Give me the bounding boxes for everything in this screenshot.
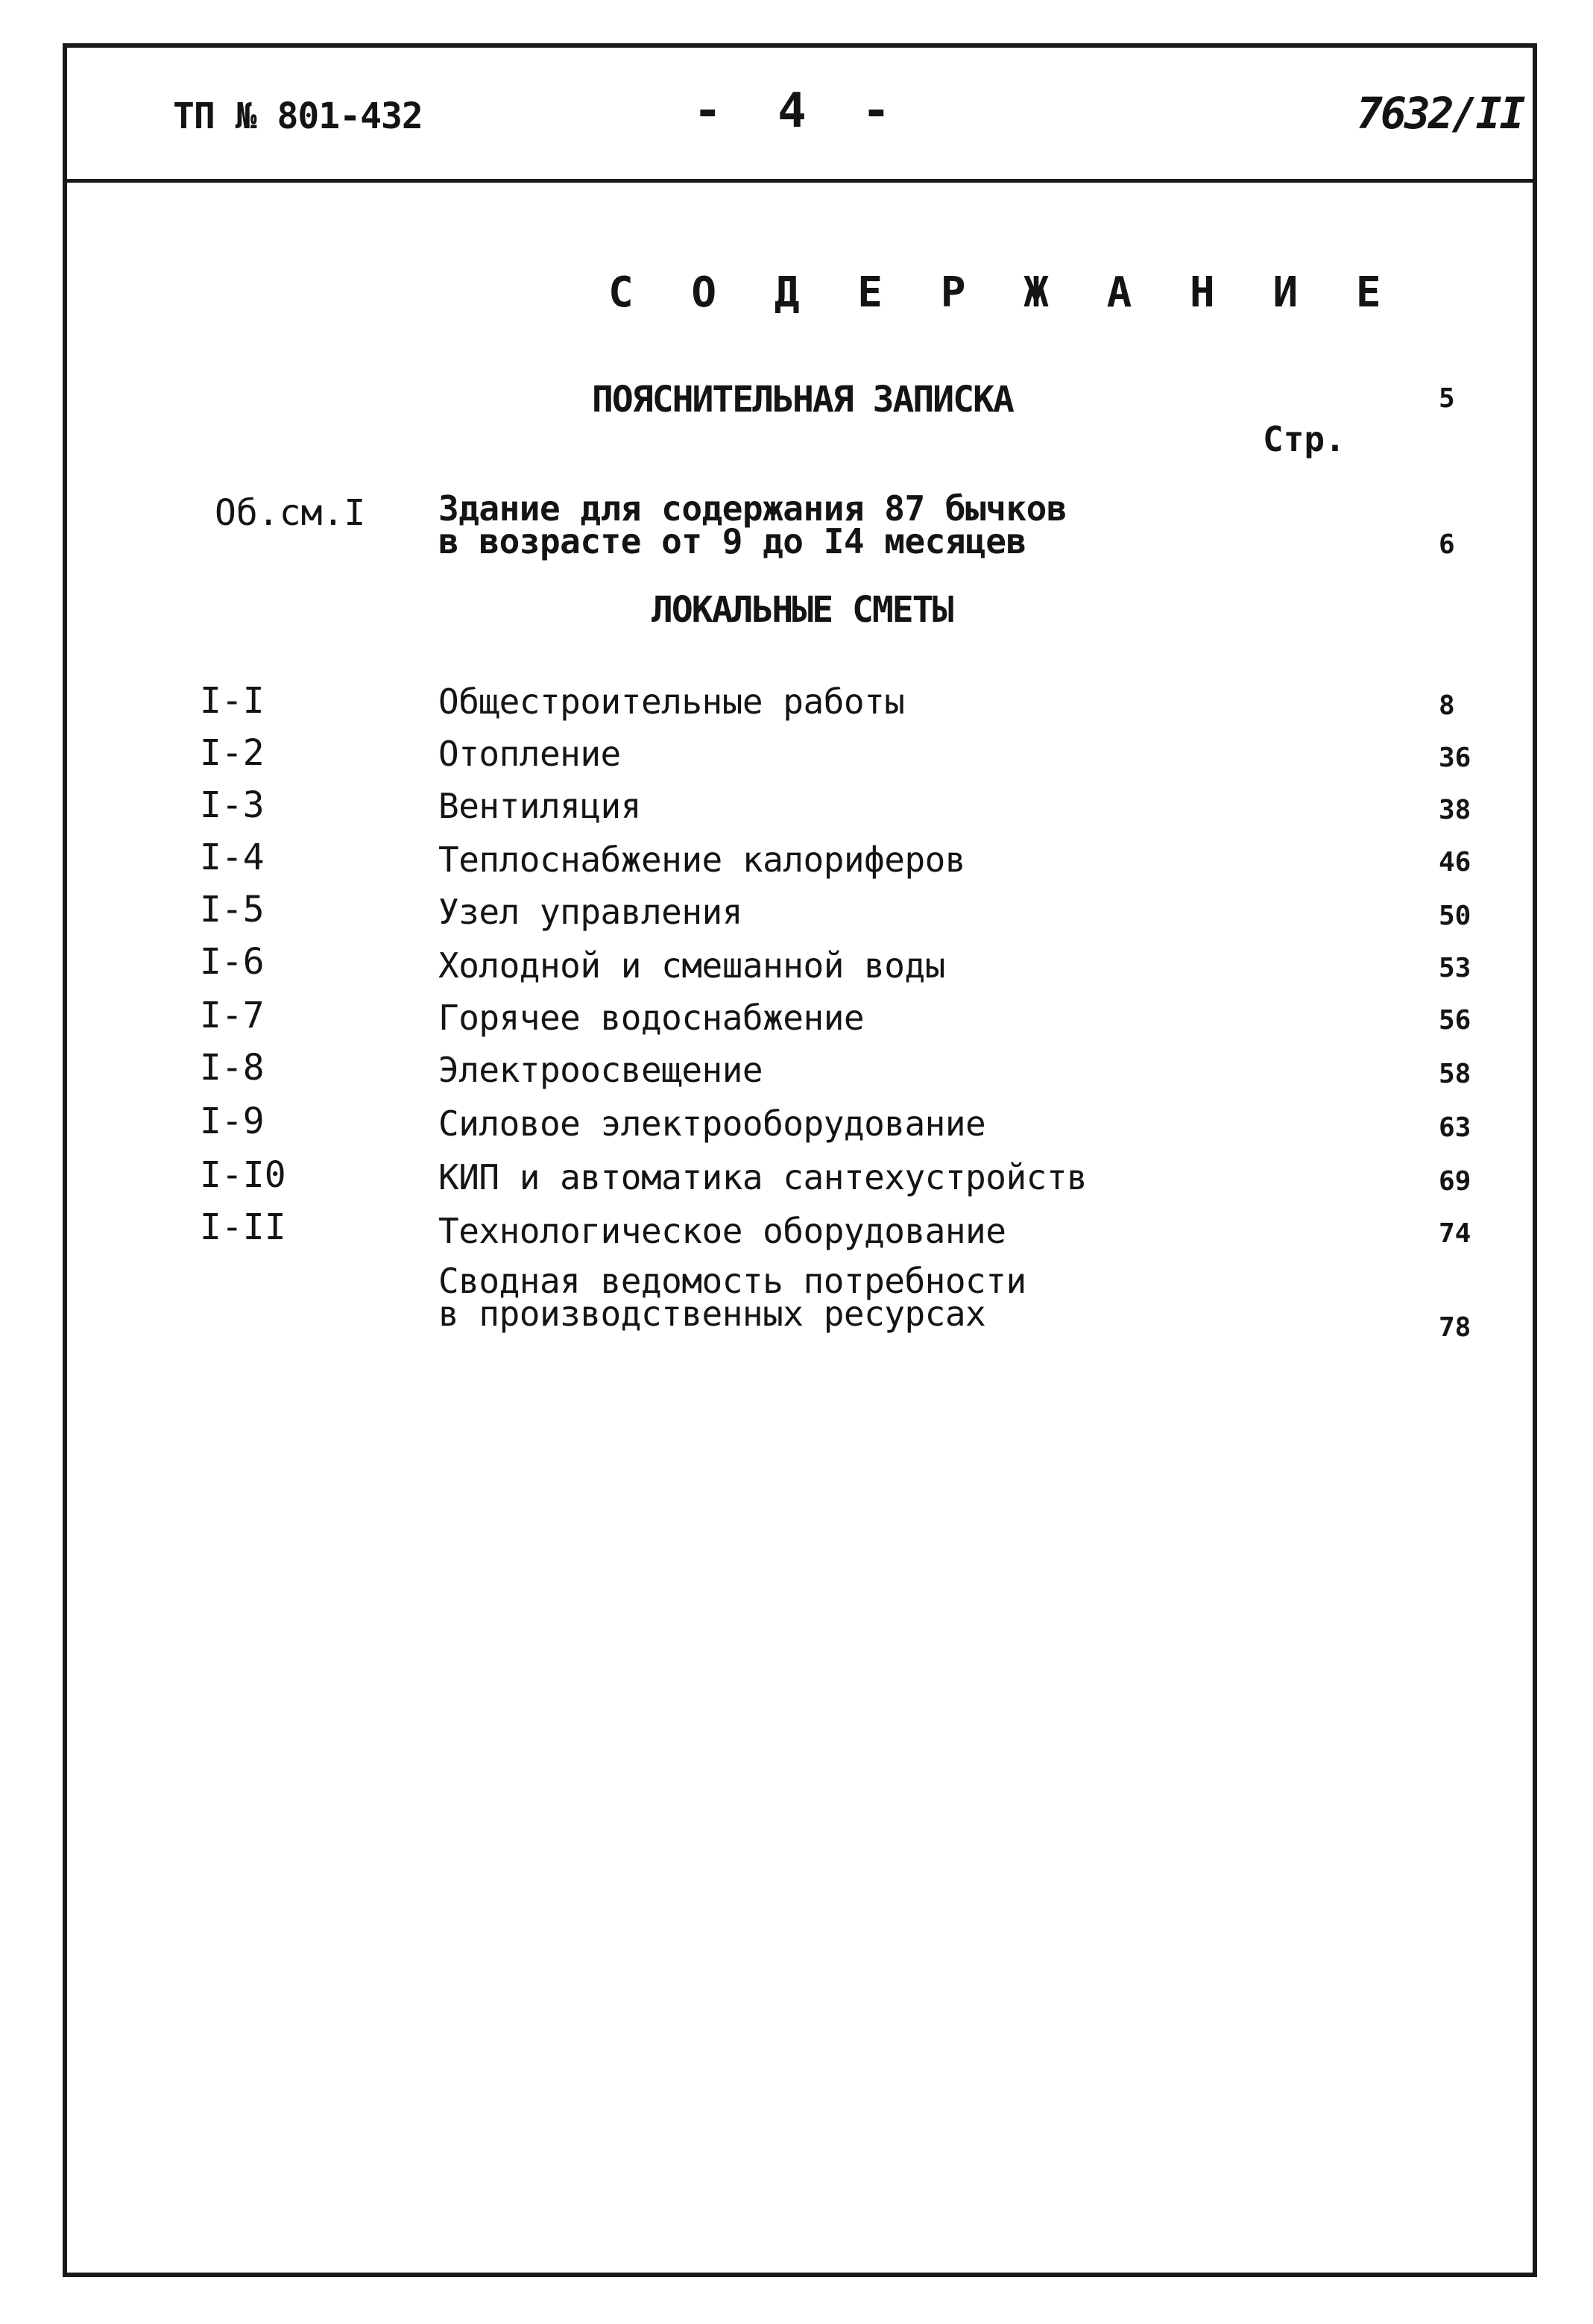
document-code: ТП № 801-432 [173, 95, 423, 137]
entry-page: 53 [1439, 953, 1471, 983]
entry-page: 69 [1439, 1166, 1471, 1197]
entry-code: I-6 [200, 941, 265, 983]
header-divider [63, 179, 1537, 183]
entry-code: I-2 [200, 732, 265, 774]
entry-code: I-4 [200, 837, 265, 878]
entry-title: Горячее водоснабжение [438, 998, 865, 1038]
entry-page: 63 [1439, 1112, 1471, 1143]
entry-title: Вентиляция [438, 786, 641, 826]
entry-code: I-I [200, 680, 265, 722]
entry-code: I-3 [200, 784, 265, 826]
summary-line-2: в производственных ресурсах [438, 1294, 986, 1334]
entry-page: 38 [1439, 795, 1471, 825]
explanatory-note-page: 5 [1439, 383, 1455, 414]
summary-page: 78 [1439, 1312, 1471, 1343]
entry-page: 58 [1439, 1059, 1471, 1089]
entry-page: 56 [1439, 1005, 1471, 1036]
entry-title: Электроосвещение [438, 1050, 763, 1090]
general-estimate-line-2: в возрасте от 9 до I4 месяцев [438, 521, 1026, 561]
page-number: - 4 - [693, 84, 904, 139]
entry-code: I-7 [200, 995, 265, 1036]
entry-code: I-5 [200, 889, 265, 930]
entry-title: КИП и автоматика сантехустройств [438, 1157, 1088, 1197]
summary-line-1: Сводная ведомость потребности [438, 1261, 1026, 1301]
entry-code: I-8 [200, 1047, 265, 1089]
entry-page: 8 [1439, 690, 1455, 721]
archive-number: 7632/II [1357, 88, 1524, 139]
entry-title: Холодной и смешанной воды [438, 945, 945, 986]
entry-code: I-I0 [200, 1154, 286, 1196]
entry-title: Силовое электрооборудование [438, 1103, 986, 1144]
general-estimate-title [438, 488, 1067, 561]
page-title: С О Д Е Р Ж А Н И Е [608, 268, 1398, 317]
entry-code: I-II [200, 1206, 286, 1248]
entry-title: Теплоснабжение калориферов [438, 840, 966, 880]
page-column-label: Стр. [1263, 419, 1346, 459]
entry-page: 46 [1439, 847, 1471, 878]
general-estimate-page: 6 [1439, 529, 1455, 560]
general-estimate-code: Об.см.I [215, 492, 366, 534]
entry-title: Отопление [438, 734, 621, 774]
general-estimate-line-1: Здание для содержания 87 бычков [438, 488, 1067, 529]
local-estimates-heading: ЛОКАЛЬНЫЕ СМЕТЫ [652, 589, 953, 631]
entry-page: 36 [1439, 743, 1471, 773]
summary-title [438, 1261, 1026, 1334]
entry-title: Общестроительные работы [438, 681, 905, 722]
entry-code: I-9 [200, 1100, 265, 1142]
explanatory-note-heading: ПОЯСНИТЕЛЬНАЯ ЗАПИСКА [592, 379, 1013, 421]
entry-title: Узел управления [438, 892, 742, 932]
entry-page: 74 [1439, 1218, 1471, 1249]
entry-title: Технологическое оборудование [438, 1211, 1006, 1251]
entry-page: 50 [1439, 901, 1471, 931]
